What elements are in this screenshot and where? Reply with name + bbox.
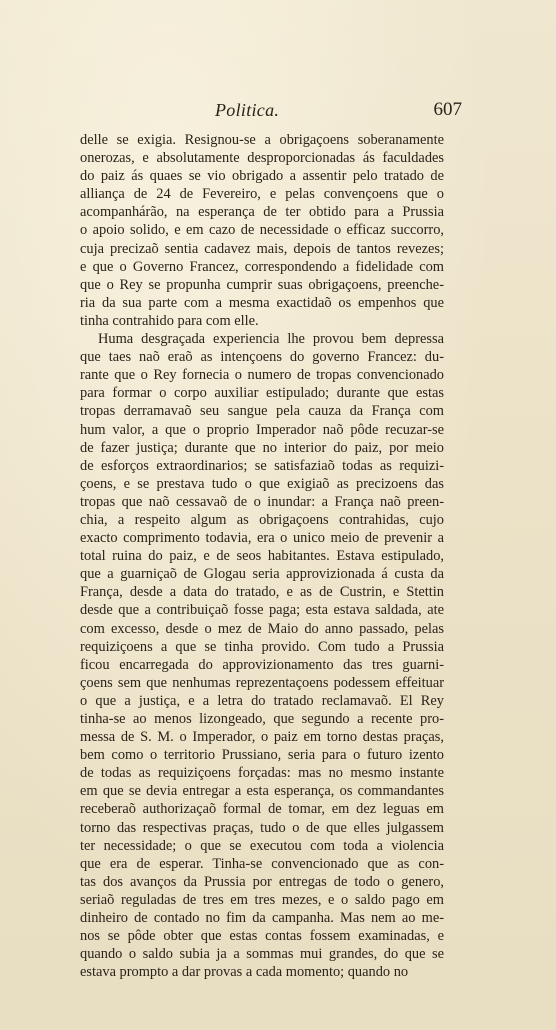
text-line: chia, a respeito algum as obrigaçoens contrahidas, cujo — [80, 511, 444, 528]
page-header — [60, 100, 460, 126]
text-line: tropas derramavaõ seu sangue pela cauza da França com — [80, 403, 444, 420]
text-line: e que o Governo Francez, correspondendo a fidelidade com — [80, 258, 444, 275]
text-line: França, desde a data do tratado, e as de Custrin, e Stettin — [80, 584, 444, 601]
text-line: exacto comprimento todavia, era o unico meio de prevenir a — [80, 530, 444, 547]
text-line: quando o saldo subia ja a sommas mui grandes, do que se — [80, 946, 444, 963]
body-text — [80, 131, 444, 981]
text-line: do paiz ás quaes se vio obrigado a assentir pelo tratado de — [80, 168, 444, 185]
paragraph — [80, 131, 444, 330]
text-line: que a guarniçaõ de Glogau seria approvizionada á custa da — [80, 566, 444, 583]
text-line: requiziçoens a que se tinha provido. Com tudo a Prussia — [80, 638, 444, 655]
text-line: delle se exigia. Resignou-se a obrigaçoens soberanamente — [80, 132, 444, 148]
text-line: nos se pôde obter que estas contas fossem examinadas, e — [80, 928, 444, 945]
text-line: çoens, e se prestava tudo o que exigiaõ as precizoens das — [80, 475, 444, 492]
page-number: 607 — [433, 99, 462, 120]
text-line: em que se devia entregar a esta esperança, os commandantes — [80, 783, 444, 800]
text-line: hum valor, a que o proprio Imperador naõ pôde recuzar-se — [80, 421, 444, 438]
text-line: rante que o Rey fornecia o numero de tropas convencionado — [80, 367, 444, 384]
text-line: tinha-se ao menos lizongeado, que segundo a recente pro- — [80, 711, 444, 727]
text-line: onerozas, e absolutamente desproporcionadas ás faculdades — [80, 150, 444, 167]
text-line: Huma desgraçada experiencia lhe provou bem depressa — [98, 331, 444, 348]
text-line: de fazer justiça; durante que no interior do paiz, por meio — [80, 439, 444, 456]
text-line: messa de S. M. o Imperador, o paiz em torno destas praças, — [80, 729, 444, 746]
text-line: seriaõ reguladas de tres em tres mezes, e o saldo pago em — [80, 891, 444, 908]
text-line: acompanhárão, na esperança de ter obtido para a Prussia — [80, 204, 444, 221]
text-line: receberaõ authorizaçaõ formal de tomar, em dez leguas em — [80, 801, 444, 818]
text-line: estava prompto a dar provas a cada momento; quando no — [80, 964, 409, 981]
paragraph — [80, 330, 444, 981]
text-line: de esforços extraordinarios; se satisfaziaõ todas as requizi- — [80, 457, 444, 474]
text-line: o apoio solido, e em cazo de necessidade o efficaz succorro, — [80, 222, 444, 239]
text-line: para formar o corpo auxiliar estipulado; durante que estas — [80, 385, 444, 402]
text-line: desde que a contribuiçaõ fosse paga; esta estava saldada, ate — [80, 602, 444, 619]
text-line: ficou encarregada do approvizionamento das tres guarni- — [80, 656, 444, 673]
text-line: o que a justiça, e a letra do tratado reclamavaõ. El Rey — [80, 692, 444, 709]
text-line: çoens sem que nenhumas reprezentaçoens podessem effeituar — [80, 674, 444, 691]
text-line: ria da sua parte com a mesma exactidaõ os empenhos que — [80, 294, 444, 311]
text-line: tinha contrahido para com elle. — [80, 312, 259, 329]
text-line: alliança de 24 de Fevereiro, e pelas convençoens que o — [80, 186, 444, 203]
text-line: dinheiro de contado no fim da campanha. Mas nem ao me- — [80, 910, 444, 927]
text-line: total ruina do paiz, e de seos habitantes. Estava estipulado, — [80, 548, 444, 565]
text-line: com excesso, desde o mez de Maio do anno passado, pelas — [80, 620, 444, 637]
text-line: que o Rey se propunha cumprir suas obrigaçoens, preenche- — [80, 276, 444, 293]
running-head: Politica. — [215, 100, 280, 120]
text-line: bem como o territorio Prussiano, seria para o futuro izento — [80, 747, 444, 764]
text-line: que taes naõ eraõ as intençoens do governo Francez: du- — [80, 349, 444, 366]
text-line: cuja precizaõ sentia cadavez mais, depois de tantos revezes; — [80, 240, 444, 257]
text-line: de todas as requiziçoens forçadas: mas no mesmo instante — [80, 765, 444, 782]
text-line: que era de esperar. Tinha-se convencionado que as con- — [80, 855, 444, 872]
text-line: tas dos avanços da Prussia por entregas de todo o genero, — [80, 873, 444, 890]
text-line: ter necessidade; o que se executou com toda a violencia — [80, 837, 444, 854]
text-line: torno das respectivas praças, tudo o de que elles julgassem — [80, 819, 444, 836]
text-line: tropas que naõ cessavaõ de o inundar: a França naõ preen- — [80, 493, 444, 510]
